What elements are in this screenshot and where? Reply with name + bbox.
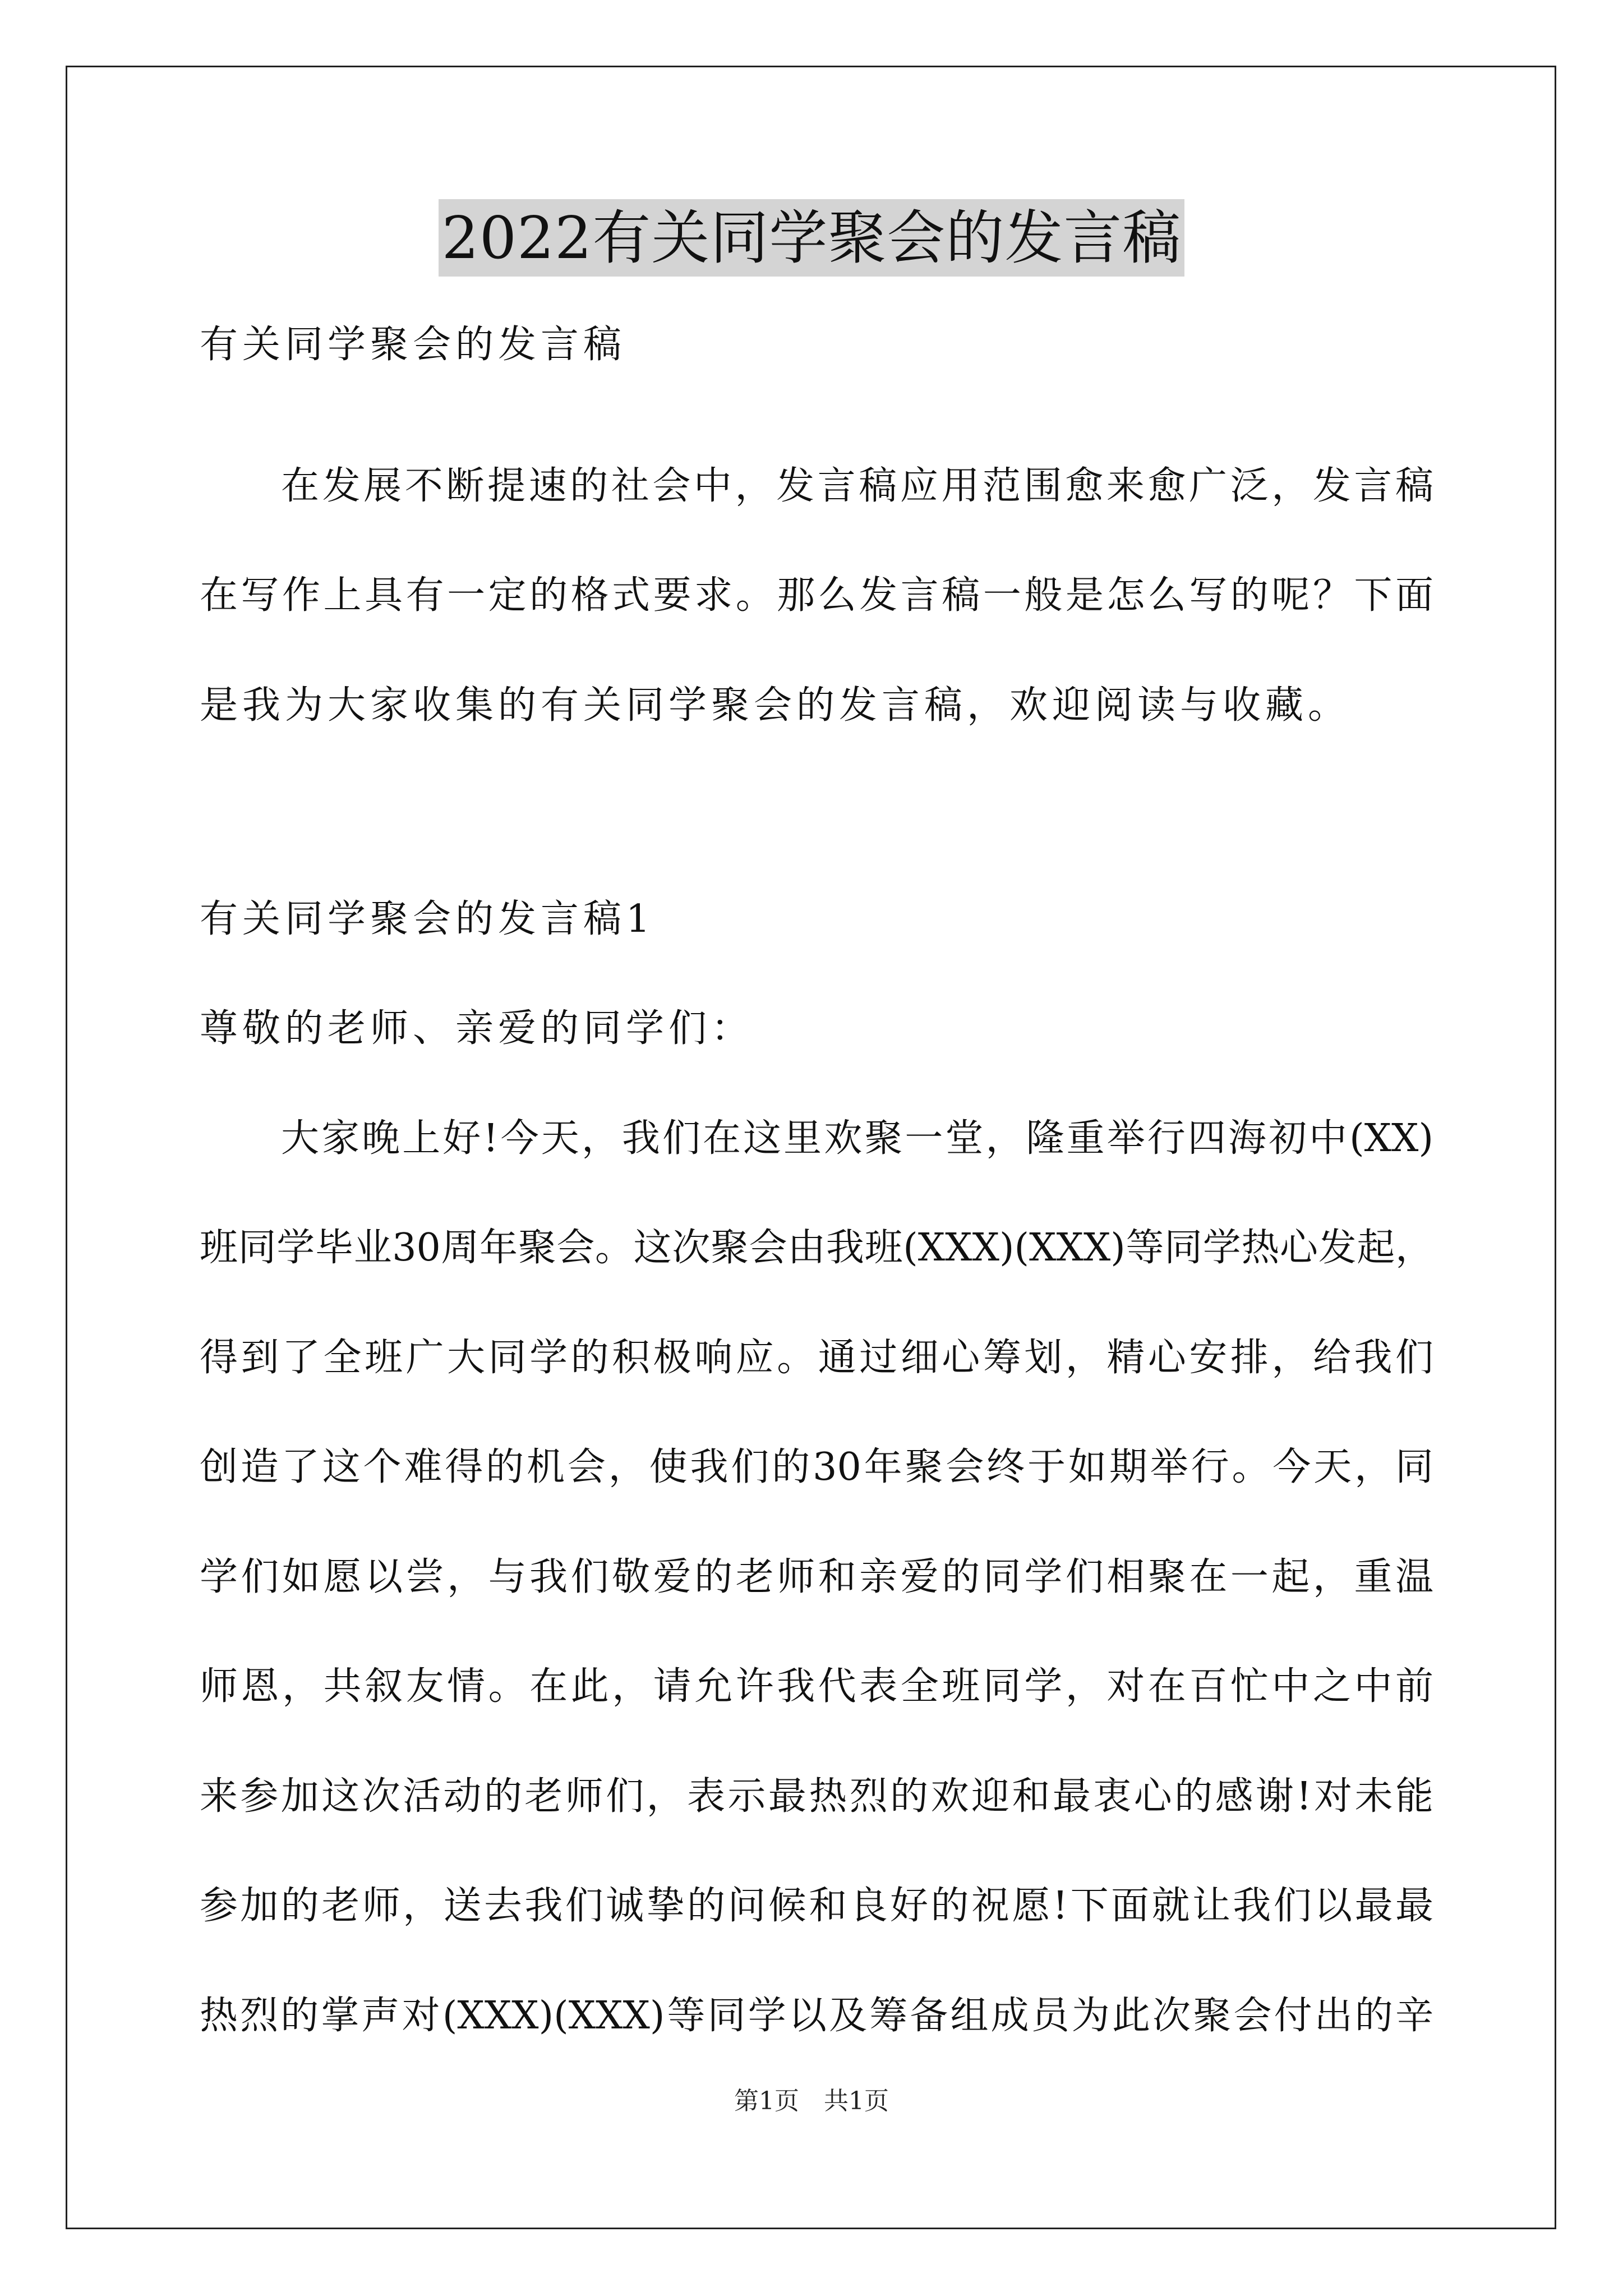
- body-line-5: 学们如愿以尝，与我们敬爱的老师和亲爱的同学们相聚在一起，重温: [200, 1555, 1433, 1599]
- body-line-2: 班同学毕业30周年聚会。这次聚会由我班(XXX)(XXX)等同学热心发起，: [200, 1226, 1433, 1270]
- body-line-9: 热烈的掌声对(XXX)(XXX)等同学以及筹备组成员为此次聚会付出的辛: [200, 1994, 1433, 2038]
- body-line-8: 参加的老师，送去我们诚挚的问候和良好的祝愿!下面就让我们以最最: [200, 1884, 1433, 1928]
- section-heading: 有关同学聚会的发言稿1: [200, 897, 655, 941]
- intro-line-3: 是我为大家收集的有关同学聚会的发言稿，欢迎阅读与收藏。: [200, 683, 1351, 728]
- body-line-1: 大家晚上好!今天，我们在这里欢聚一堂，隆重举行四海初中(XX): [281, 1116, 1433, 1161]
- body-line-6: 师恩，共叙友情。在此，请允许我代表全班同学，对在百忙中之中前: [200, 1664, 1433, 1709]
- subtitle: 有关同学聚会的发言稿: [200, 323, 626, 367]
- intro-line-2: 在写作上具有一定的格式要求。那么发言稿一般是怎么写的呢？下面: [200, 573, 1433, 618]
- intro-line-1: 在发展不断提速的社会中，发言稿应用范围愈来愈广泛，发言稿: [281, 464, 1433, 508]
- body-line-3: 得到了全班广大同学的积极响应。通过细心筹划，精心安排，给我们: [200, 1336, 1433, 1380]
- title-area: [0, 199, 1623, 277]
- body-line-4: 创造了这个难得的机会，使我们的30年聚会终于如期举行。今天，同: [200, 1445, 1433, 1489]
- page-footer: 第1页 共1页: [734, 2087, 889, 2115]
- document-title: 2022有关同学聚会的发言稿: [439, 199, 1185, 277]
- salutation: 尊敬的老师、亲爱的同学们：: [200, 1006, 754, 1051]
- body-line-7: 来参加这次活动的老师们，表示最热烈的欢迎和最衷心的感谢!对未能: [200, 1774, 1433, 1819]
